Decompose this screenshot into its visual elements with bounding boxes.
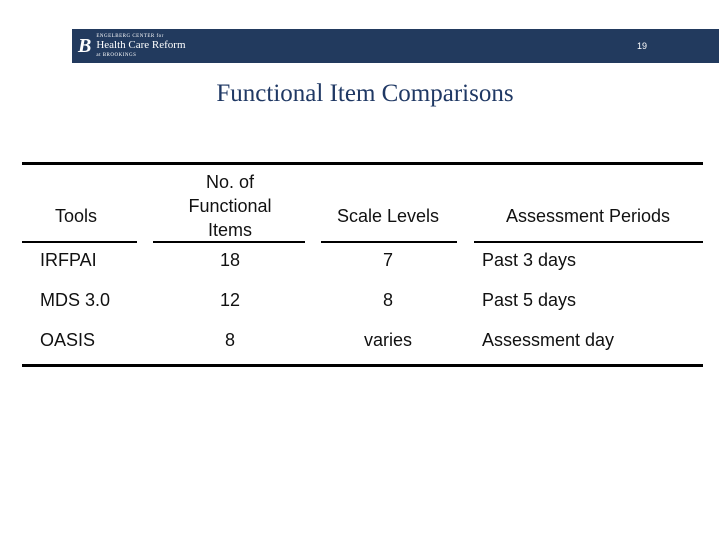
header-rule-tools	[22, 241, 137, 243]
table-cell-scale: varies	[363, 330, 412, 350]
header-assessment-periods: Assessment Periods	[505, 206, 671, 226]
table-cell-tool: IRFPAI	[40, 250, 97, 270]
logo-line3: at BROOKINGS	[96, 53, 137, 58]
header-items-line1: No. of	[205, 172, 255, 192]
table-cell-items: 18	[219, 250, 241, 270]
brookings-logo	[78, 33, 186, 61]
table-cell-tool: OASIS	[40, 330, 96, 350]
slide-title: Functional Item Comparisons	[216, 80, 514, 107]
header-items-line2: Functional	[188, 196, 272, 216]
header-scale-levels: Scale Levels	[336, 206, 440, 226]
table-bottom-rule	[22, 364, 703, 367]
header-rule-items	[153, 241, 305, 243]
table-cell-period: Past 3 days	[482, 250, 577, 270]
header-tools: Tools	[55, 206, 98, 226]
table-cell-scale: 8	[382, 290, 393, 310]
header-rule-scale	[321, 241, 457, 243]
table-cell-items: 12	[219, 290, 241, 310]
table-cell-items: 8	[224, 330, 235, 350]
logo-line1: ENGELBERG CENTER for	[96, 34, 164, 39]
table-cell-scale: 7	[382, 250, 393, 270]
header-items-line3: Items	[207, 220, 252, 240]
header-bar	[72, 29, 719, 63]
logo-line2: Health Care Reform	[96, 39, 186, 51]
table-cell-period: Past 5 days	[482, 290, 577, 310]
table-cell-period: Assessment day	[482, 330, 615, 350]
page-number: 19	[636, 41, 647, 51]
table-cell-tool: MDS 3.0	[40, 290, 111, 310]
header-rule-periods	[474, 241, 703, 243]
logo-text	[96, 33, 185, 58]
header-functional-items	[160, 170, 300, 242]
table-top-rule	[22, 162, 703, 165]
logo-mark: B	[78, 35, 92, 57]
